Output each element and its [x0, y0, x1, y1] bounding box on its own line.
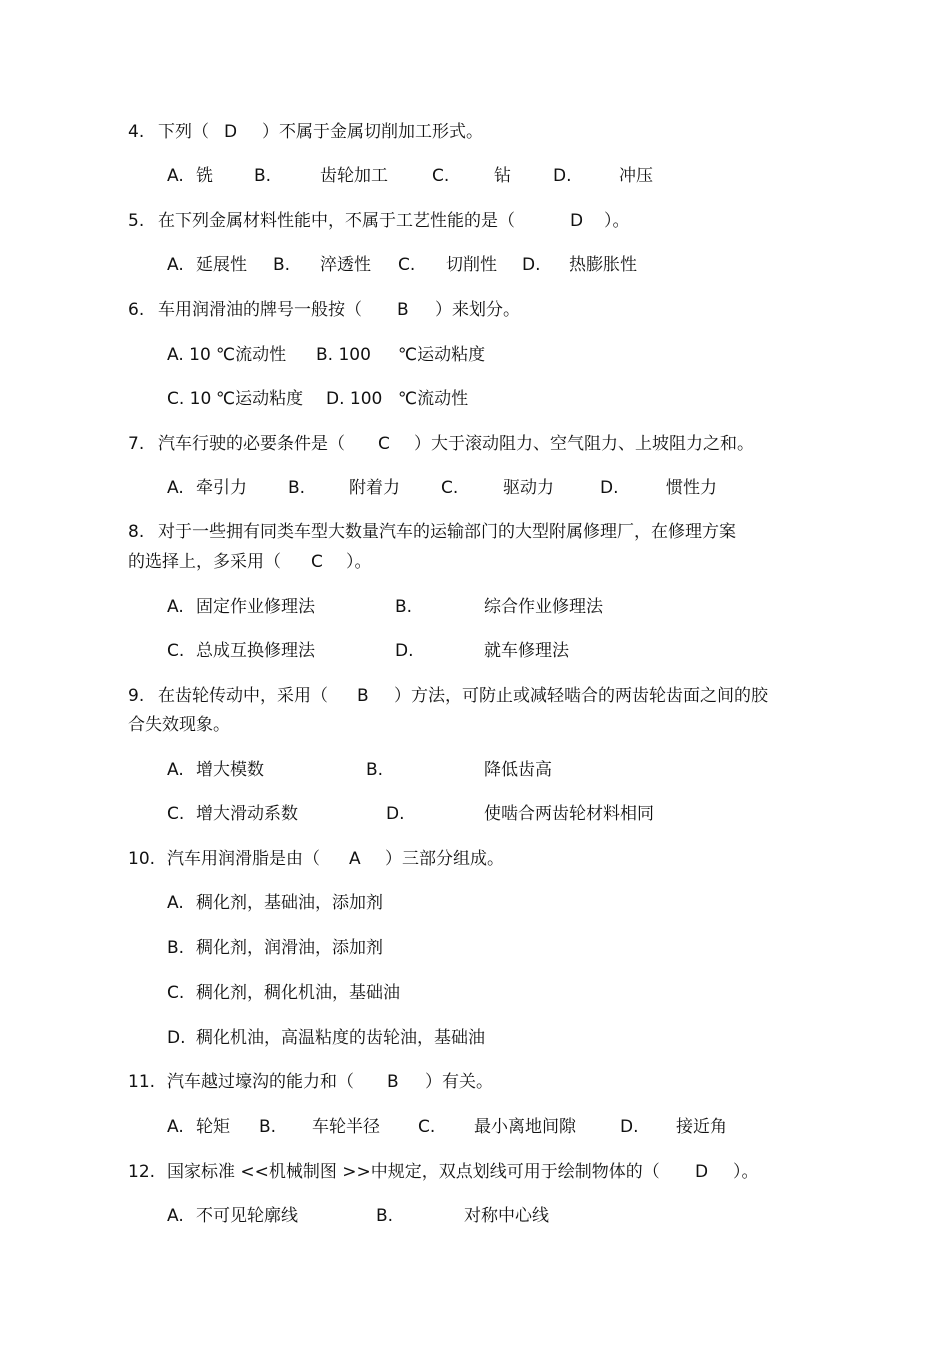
question-stem: ）方法，可防止或减轻啮合的两齿轮齿面之间的胶 [394, 686, 768, 706]
options-row [0, 161, 950, 191]
question-stem: 的选择上，多采用（ [128, 552, 281, 572]
question-stem: 在下列金属材料性能中，不属于工艺性能的是（ [158, 211, 515, 231]
options-row [0, 1201, 950, 1231]
option-letter: D. [395, 641, 414, 661]
options-row [0, 473, 950, 503]
answer-letter: D [224, 122, 238, 142]
option-letter: A. [167, 1206, 184, 1226]
option-letter: B. [288, 478, 306, 498]
option-text: 降低齿高 [484, 760, 552, 780]
option-text: 接近角 [676, 1117, 727, 1137]
option-text: 稠化剂，润滑油，添加剂 [196, 938, 383, 958]
option-text: 齿轮加工 [320, 166, 388, 186]
question-number: 8. [128, 522, 145, 542]
question-number: 5. [128, 211, 145, 231]
options-row [0, 933, 950, 963]
option-letter: A. [167, 478, 184, 498]
question-4 [0, 117, 950, 147]
answer-letter: A [349, 849, 361, 869]
option-letter: D. [553, 166, 572, 186]
option-letter: C. [398, 255, 416, 275]
question-stem: 在齿轮传动中，采用（ [158, 686, 328, 706]
option-letter: B. [167, 938, 185, 958]
question-number: 7. [128, 434, 145, 454]
option-letter: A. [167, 597, 184, 617]
question-number: 12. [128, 1162, 156, 1182]
option-letter: D. [600, 478, 619, 498]
option-text: 牵引力 [196, 478, 247, 498]
option-text: 增大模数 [196, 760, 264, 780]
option-text: C. 10 [167, 389, 212, 409]
option-text: 最小离地间隙 [474, 1117, 576, 1137]
question-stem: ）。 [346, 552, 372, 572]
question-stem: 汽车越过壕沟的能力和（ [167, 1072, 354, 1092]
option-text: 使啮合两齿轮材料相同 [484, 804, 654, 824]
option-text: 淬透性 [320, 255, 371, 275]
question-number: 11. [128, 1072, 156, 1092]
answer-letter: C [378, 434, 390, 454]
question-stem: ）。 [733, 1162, 759, 1182]
option-letter: C. [418, 1117, 436, 1137]
option-letter: D. [522, 255, 541, 275]
option-letter: A. [167, 255, 184, 275]
option-text: 冲压 [619, 166, 653, 186]
question-5 [0, 206, 950, 236]
option-text: 延展性 [196, 255, 247, 275]
question-stem: 下列（ [158, 122, 209, 142]
options-row [0, 799, 950, 829]
question-number: 10. [128, 849, 156, 869]
options-row [0, 384, 950, 414]
question-10 [0, 844, 950, 874]
option-text: 就车修理法 [484, 641, 569, 661]
option-text: ℃运动粘度 [398, 345, 486, 365]
question-stem: ）不属于金属切削加工形式。 [262, 122, 483, 142]
option-letter: B. [376, 1206, 394, 1226]
option-text: 不可见轮廓线 [196, 1206, 298, 1226]
option-letter: B. [366, 760, 384, 780]
question-stem: ）大于滚动阻力、空气阻力、上坡阻力之和。 [414, 434, 754, 454]
option-letter: C. [167, 983, 185, 1003]
options-row [0, 888, 950, 918]
answer-letter: B [397, 300, 409, 320]
question-stem: ）三部分组成。 [385, 849, 504, 869]
options-row [0, 1023, 950, 1053]
option-letter: A. [167, 760, 184, 780]
answer-letter: B [387, 1072, 399, 1092]
option-text: ℃运动粘度 [216, 389, 304, 409]
option-text: B. 100 [316, 345, 371, 365]
option-text: 驱动力 [503, 478, 554, 498]
option-letter: C. [441, 478, 459, 498]
option-text: 对称中心线 [464, 1206, 549, 1226]
options-row [0, 978, 950, 1008]
option-letter: D. [620, 1117, 639, 1137]
option-text: 附着力 [349, 478, 400, 498]
option-letter: C. [167, 641, 185, 661]
question-12 [0, 1157, 950, 1187]
question-8-continued [0, 547, 950, 577]
option-letter: A. [167, 166, 184, 186]
option-letter: B. [273, 255, 291, 275]
answer-letter: D [695, 1162, 709, 1182]
option-text: 稠化剂，稠化机油，基础油 [196, 983, 400, 1003]
question-number: 9. [128, 686, 145, 706]
option-text: 轮矩 [196, 1117, 230, 1137]
option-letter: B. [395, 597, 413, 617]
answer-letter: B [357, 686, 369, 706]
answer-letter: C [311, 552, 323, 572]
options-row [0, 636, 950, 666]
options-row [0, 250, 950, 280]
answer-letter: D [570, 211, 584, 231]
option-text: 钻 [494, 166, 511, 186]
option-text: 切削性 [446, 255, 497, 275]
option-letter: B. [259, 1117, 277, 1137]
option-text: ℃流动性 [216, 345, 287, 365]
option-text: 综合作业修理法 [484, 597, 603, 617]
question-stem: 国家标准 <<机械制图 >>中规定，双点划线可用于绘制物体的（ [167, 1162, 660, 1182]
question-stem: ）来划分。 [435, 300, 520, 320]
option-text: 热膨胀性 [569, 255, 637, 275]
question-stem: ）。 [604, 211, 630, 231]
option-text: 稠化剂，基础油，添加剂 [196, 893, 383, 913]
question-8 [0, 517, 950, 547]
question-stem: 汽车行驶的必要条件是（ [158, 434, 345, 454]
question-stem: 车用润滑油的牌号一般按（ [158, 300, 362, 320]
question-stem: 对于一些拥有同类车型大数量汽车的运输部门的大型附属修理厂，在修理方案 [158, 522, 736, 542]
option-text: 固定作业修理法 [196, 597, 315, 617]
option-text: 增大滑动系数 [196, 804, 298, 824]
question-number: 4. [128, 122, 145, 142]
option-text: 稠化机油，高温粘度的齿轮油，基础油 [196, 1028, 485, 1048]
question-9-continued [0, 710, 950, 740]
option-text: ℃流动性 [398, 389, 469, 409]
option-text: D. 100 [326, 389, 383, 409]
question-number: 6. [128, 300, 145, 320]
options-row [0, 592, 950, 622]
option-letter: D. [386, 804, 405, 824]
option-letter: C. [432, 166, 450, 186]
option-letter: B. [254, 166, 272, 186]
option-text: 总成互换修理法 [196, 641, 315, 661]
option-text: A. 10 [167, 345, 211, 365]
option-text: 车轮半径 [312, 1117, 380, 1137]
question-7 [0, 429, 950, 459]
option-letter: D. [167, 1028, 186, 1048]
question-6 [0, 295, 950, 325]
option-text: 铣 [196, 166, 213, 186]
options-row [0, 755, 950, 785]
option-letter: A. [167, 893, 184, 913]
option-letter: A. [167, 1117, 184, 1137]
option-text: 惯性力 [666, 478, 717, 498]
question-stem: ）有关。 [425, 1072, 493, 1092]
question-stem: 合失效现象。 [128, 715, 230, 735]
options-row [0, 340, 950, 370]
option-letter: C. [167, 804, 185, 824]
options-row [0, 1112, 950, 1142]
question-11 [0, 1067, 950, 1097]
question-9 [0, 681, 950, 711]
question-stem: 汽车用润滑脂是由（ [167, 849, 320, 869]
